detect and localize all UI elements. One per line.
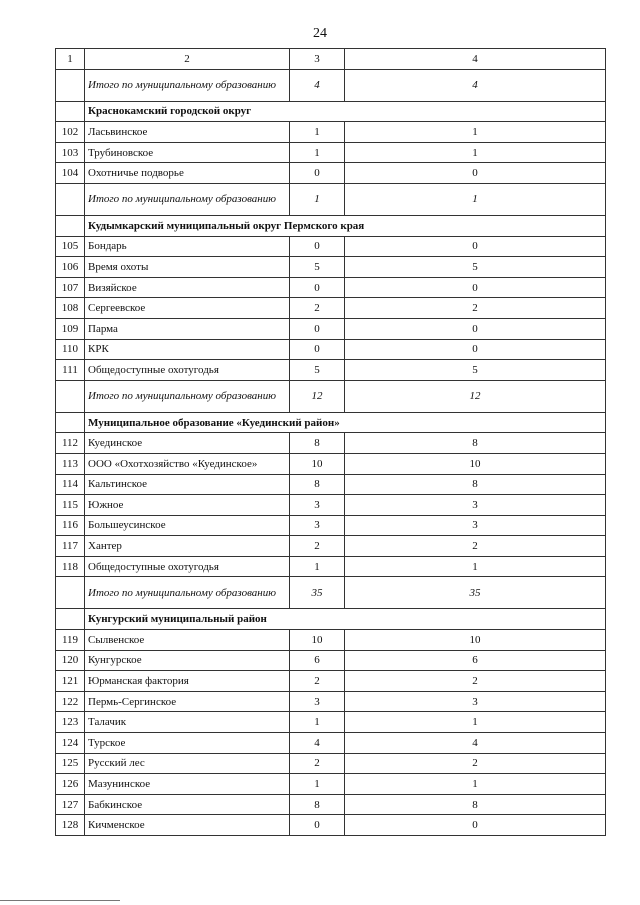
value-col-4: 2	[345, 753, 606, 774]
subtotal-col-4: 35	[345, 577, 606, 609]
value-col-4: 8	[345, 794, 606, 815]
hunting-ground-name: Талачик	[85, 712, 290, 733]
hunting-ground-name: Трубиновское	[85, 142, 290, 163]
subtotal-col-4: 12	[345, 380, 606, 412]
row-number: 112	[56, 433, 85, 454]
value-col-3: 1	[290, 712, 345, 733]
hunting-ground-name: Сергеевское	[85, 298, 290, 319]
value-col-4: 0	[345, 815, 606, 836]
value-col-3: 1	[290, 142, 345, 163]
row-number: 115	[56, 495, 85, 516]
subtotal-col-3: 4	[290, 69, 345, 101]
table-row	[56, 236, 606, 257]
value-col-4: 2	[345, 671, 606, 692]
hunting-ground-name: Общедоступные охотугодья	[85, 360, 290, 381]
hunting-ground-name: Бабкинское	[85, 794, 290, 815]
value-col-3: 3	[290, 495, 345, 516]
table-row	[56, 298, 606, 319]
row-number: 105	[56, 236, 85, 257]
value-col-3: 3	[290, 515, 345, 536]
hunting-ground-name: ООО «Охотхозяйство «Куединское»	[85, 453, 290, 474]
value-col-3: 5	[290, 360, 345, 381]
row-number: 109	[56, 318, 85, 339]
hunting-ground-name: Кальтинское	[85, 474, 290, 495]
table-row	[56, 794, 606, 815]
section-row	[56, 412, 606, 433]
value-col-4: 8	[345, 474, 606, 495]
value-col-4: 0	[345, 339, 606, 360]
subtotal-col-3: 12	[290, 380, 345, 412]
hunting-ground-name: Русский лес	[85, 753, 290, 774]
row-number: 110	[56, 339, 85, 360]
subtotal-col-4: 1	[345, 183, 606, 215]
header-col-2: 2	[85, 49, 290, 70]
value-col-3: 1	[290, 774, 345, 795]
subtotal-col-4: 4	[345, 69, 606, 101]
value-col-3: 2	[290, 298, 345, 319]
section-row	[56, 101, 606, 122]
row-number: 107	[56, 277, 85, 298]
table-row	[56, 122, 606, 143]
row-number: 119	[56, 630, 85, 651]
value-col-3: 0	[290, 339, 345, 360]
row-number: 127	[56, 794, 85, 815]
row-number: 116	[56, 515, 85, 536]
value-col-3: 2	[290, 753, 345, 774]
value-col-3: 3	[290, 691, 345, 712]
subtotal-row	[56, 380, 606, 412]
table-row	[56, 453, 606, 474]
hunting-ground-name: Визяйское	[85, 277, 290, 298]
row-number: 111	[56, 360, 85, 381]
value-col-4: 10	[345, 630, 606, 651]
value-col-4: 2	[345, 298, 606, 319]
hunting-ground-name: Турское	[85, 733, 290, 754]
header-col-4: 4	[345, 49, 606, 70]
subtotal-col-3: 35	[290, 577, 345, 609]
table-row	[56, 163, 606, 184]
subtotal-col-3: 1	[290, 183, 345, 215]
row-number: 117	[56, 536, 85, 557]
section-title: Кунгурский муниципальный район	[85, 609, 606, 630]
table-row	[56, 815, 606, 836]
value-col-4: 3	[345, 495, 606, 516]
value-col-3: 4	[290, 733, 345, 754]
row-number-cell	[56, 101, 85, 122]
table-row	[56, 733, 606, 754]
value-col-4: 3	[345, 515, 606, 536]
value-col-4: 1	[345, 556, 606, 577]
subtotal-label: Итого по муниципальному образованию	[85, 577, 290, 609]
section-row	[56, 215, 606, 236]
value-col-3: 5	[290, 257, 345, 278]
table-row	[56, 774, 606, 795]
section-row	[56, 609, 606, 630]
hunting-ground-name: КРК	[85, 339, 290, 360]
value-col-3: 2	[290, 671, 345, 692]
value-col-3: 6	[290, 650, 345, 671]
row-number: 102	[56, 122, 85, 143]
row-number-cell	[56, 69, 85, 101]
value-col-3: 8	[290, 794, 345, 815]
table-row	[56, 753, 606, 774]
table-row	[56, 433, 606, 454]
row-number-cell	[56, 380, 85, 412]
value-col-3: 0	[290, 277, 345, 298]
table-row	[56, 650, 606, 671]
row-number: 125	[56, 753, 85, 774]
value-col-4: 5	[345, 360, 606, 381]
section-title: Кудымкарский муниципальный округ Пермского края	[85, 215, 606, 236]
row-number: 103	[56, 142, 85, 163]
header-col-3: 3	[290, 49, 345, 70]
row-number: 104	[56, 163, 85, 184]
value-col-3: 1	[290, 556, 345, 577]
value-col-4: 1	[345, 712, 606, 733]
table-row	[56, 257, 606, 278]
header-col-1: 1	[56, 49, 85, 70]
section-title: Краснокамский городской округ	[85, 101, 606, 122]
row-number: 113	[56, 453, 85, 474]
value-col-4: 0	[345, 277, 606, 298]
table-row	[56, 712, 606, 733]
page-number: 24	[313, 26, 327, 41]
value-col-4: 1	[345, 142, 606, 163]
hunting-ground-name: Большеусинское	[85, 515, 290, 536]
hunting-ground-name: Хантер	[85, 536, 290, 557]
table-row	[56, 339, 606, 360]
table-row	[56, 474, 606, 495]
row-number: 128	[56, 815, 85, 836]
footnote-divider	[0, 900, 120, 901]
hunting-ground-name: Кичменское	[85, 815, 290, 836]
row-number: 120	[56, 650, 85, 671]
row-number: 123	[56, 712, 85, 733]
hunting-ground-name: Мазунинское	[85, 774, 290, 795]
allocation-table	[55, 48, 606, 836]
value-col-3: 10	[290, 453, 345, 474]
row-number: 106	[56, 257, 85, 278]
row-number: 114	[56, 474, 85, 495]
value-col-4: 0	[345, 318, 606, 339]
value-col-4: 2	[345, 536, 606, 557]
row-number: 126	[56, 774, 85, 795]
hunting-ground-name: Куединское	[85, 433, 290, 454]
value-col-3: 0	[290, 236, 345, 257]
table-row	[56, 630, 606, 651]
table-row	[56, 142, 606, 163]
hunting-ground-name: Ласьвинское	[85, 122, 290, 143]
value-col-4: 8	[345, 433, 606, 454]
value-col-3: 8	[290, 474, 345, 495]
row-number-cell	[56, 577, 85, 609]
hunting-ground-name: Общедоступные охотугодья	[85, 556, 290, 577]
value-col-3: 0	[290, 163, 345, 184]
table-header-row	[56, 49, 606, 70]
value-col-3: 8	[290, 433, 345, 454]
table-row	[56, 277, 606, 298]
table-row	[56, 536, 606, 557]
value-col-3: 0	[290, 318, 345, 339]
table-row	[56, 318, 606, 339]
value-col-4: 0	[345, 236, 606, 257]
value-col-4: 1	[345, 122, 606, 143]
value-col-3: 2	[290, 536, 345, 557]
subtotal-label: Итого по муниципальному образованию	[85, 69, 290, 101]
row-number-cell	[56, 183, 85, 215]
table-row	[56, 495, 606, 516]
row-number-cell	[56, 609, 85, 630]
row-number: 124	[56, 733, 85, 754]
subtotal-label: Итого по муниципальному образованию	[85, 183, 290, 215]
table-body	[56, 49, 606, 836]
value-col-3: 10	[290, 630, 345, 651]
value-col-4: 10	[345, 453, 606, 474]
value-col-3: 0	[290, 815, 345, 836]
row-number: 121	[56, 671, 85, 692]
value-col-4: 4	[345, 733, 606, 754]
hunting-ground-name: Парма	[85, 318, 290, 339]
subtotal-row	[56, 69, 606, 101]
row-number-cell	[56, 412, 85, 433]
subtotal-label: Итого по муниципальному образованию	[85, 380, 290, 412]
table-row	[56, 691, 606, 712]
table-row	[56, 556, 606, 577]
table-row	[56, 515, 606, 536]
section-title: Муниципальное образование «Куединский район»	[85, 412, 606, 433]
hunting-ground-name: Сылвенское	[85, 630, 290, 651]
hunting-ground-name: Южное	[85, 495, 290, 516]
value-col-4: 6	[345, 650, 606, 671]
row-number-cell	[56, 215, 85, 236]
hunting-ground-name: Время охоты	[85, 257, 290, 278]
hunting-ground-name: Охотничье подворье	[85, 163, 290, 184]
subtotal-row	[56, 577, 606, 609]
hunting-ground-name: Кунгурское	[85, 650, 290, 671]
table-row	[56, 360, 606, 381]
hunting-ground-name: Пермь-Сергинское	[85, 691, 290, 712]
value-col-4: 5	[345, 257, 606, 278]
value-col-3: 1	[290, 122, 345, 143]
value-col-4: 1	[345, 774, 606, 795]
table-row	[56, 671, 606, 692]
value-col-4: 3	[345, 691, 606, 712]
row-number: 108	[56, 298, 85, 319]
hunting-ground-name: Бондарь	[85, 236, 290, 257]
row-number: 122	[56, 691, 85, 712]
hunting-ground-name: Юрманская фактория	[85, 671, 290, 692]
subtotal-row	[56, 183, 606, 215]
value-col-4: 0	[345, 163, 606, 184]
row-number: 118	[56, 556, 85, 577]
